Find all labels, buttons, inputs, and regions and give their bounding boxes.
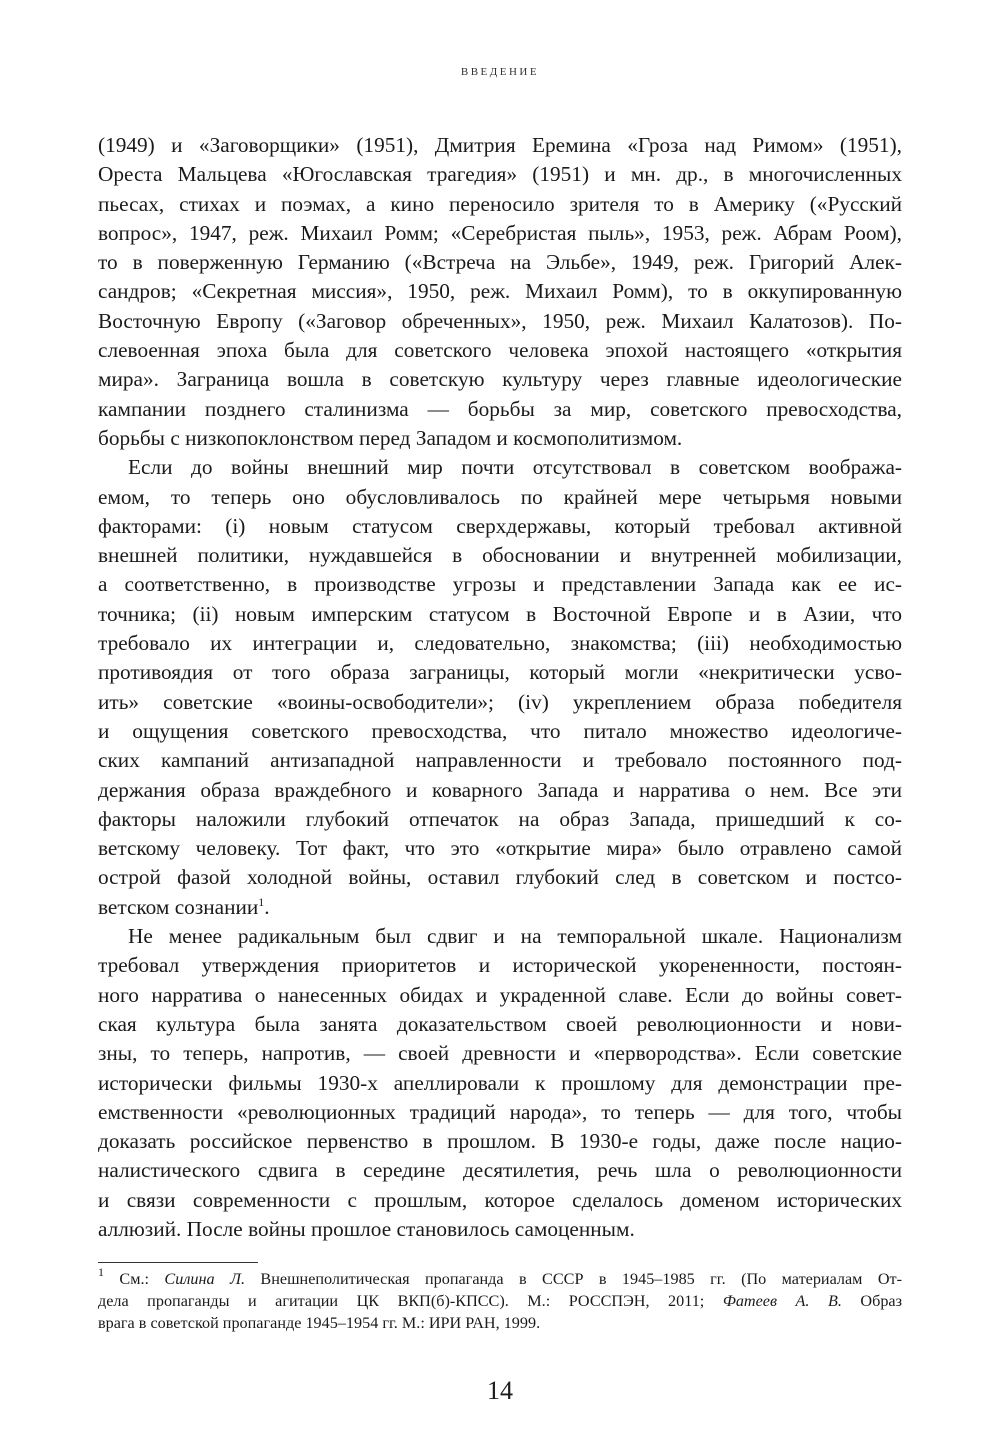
text-line: требовал утверждения приоритетов и исторической укорененности, постоян- bbox=[98, 953, 902, 978]
footnote-line bbox=[98, 1265, 902, 1290]
paragraph-3 bbox=[98, 922, 902, 1244]
text-line: пьесах, стихах и поэмах, а кино переносило зрителя то в Америку («Русский bbox=[98, 191, 902, 216]
text-line: точника; (ii) новым имперским статусом в Восточной Европе и в Азии, что bbox=[98, 601, 902, 626]
footnote-text: Образ bbox=[841, 1292, 902, 1310]
text-line: слевоенная эпоха была для советского человека эпохой настоящего «открытия bbox=[98, 338, 902, 363]
footnote-author: Фатеев А. В. bbox=[722, 1292, 842, 1310]
text-line: сандров; «Секретная миссия», 1950, реж. Михаил Ромм), то в оккупированную bbox=[98, 279, 902, 304]
text-line: кампании позднего сталинизма — борьбы за мир, советского превосходства, bbox=[98, 396, 902, 421]
page-number: 14 bbox=[487, 1376, 513, 1405]
text-line: (1949) и «Заговорщики» (1951), Дмитрия Еремина «Гроза над Римом» (1951), bbox=[98, 133, 902, 157]
footnote-text: См.: bbox=[119, 1270, 165, 1288]
text-line: Не менее радикальным был сдвиг и на темпоральной шкале. Национализм bbox=[128, 924, 902, 949]
footnote-line bbox=[98, 1290, 902, 1312]
text-line: емственности «революционных традиций народа», то теперь — для того, чтобы bbox=[98, 1099, 902, 1124]
text-line: ного нарратива о нанесенных обидах и украденной славе. Если до войны совет- bbox=[98, 982, 902, 1007]
text-line: противоядия от того образа заграницы, который могли «некритически усво- bbox=[98, 660, 902, 685]
text-line: мира». Заграница вошла в советскую культуру через главные идеологические bbox=[98, 367, 902, 392]
text-line: держания образа враждебного и коварного Запада и нарратива о нем. Все эти bbox=[98, 777, 902, 802]
footnote-line: врага в советской пропаганде 1945–1954 гг. М.: ИРИ РАН, 1999. bbox=[98, 1314, 541, 1332]
footnote-text: Внешнеполитическая пропаганда в СССР в 1945–1985 гг. (По материалам От- bbox=[245, 1270, 902, 1288]
text-line: доказать российское первенство в прошлом. В 1930-е годы, даже после нацио- bbox=[98, 1129, 902, 1154]
text-line: зны, то теперь, напротив, — своей древности и «первородства». Если советские bbox=[98, 1041, 902, 1066]
text-line: и ощущения советского превосходства, что питало множество идеологиче- bbox=[98, 718, 902, 743]
text-line: ских кампаний антизападной направленности и требовало постоянного под- bbox=[98, 748, 902, 773]
body-text bbox=[98, 131, 902, 1244]
text-line: емом, то теперь оно обусловливалось по крайней мере четырьмя новыми bbox=[98, 484, 902, 509]
text-line: налистического сдвига в середине десятилетия, речь шла о революционности bbox=[98, 1158, 902, 1183]
footnote-ref[interactable]: 1 bbox=[258, 894, 265, 909]
text-line: Ореста Мальцева «Югославская трагедия» (1951) и мн. др., в многочисленных bbox=[98, 162, 902, 187]
footnote-divider bbox=[98, 1262, 258, 1263]
text-line: ить» советские «воины-освободители»; (iv) укреплением образа победителя bbox=[98, 689, 902, 714]
text-line: аллюзий. После войны прошлое становилось самоценным. bbox=[98, 1216, 635, 1241]
footnotes bbox=[98, 1265, 902, 1334]
text-line: ветскому человеку. Тот факт, что это «открытие мира» было отравлено самой bbox=[98, 836, 902, 861]
footnote-author: Силина Л. bbox=[164, 1270, 246, 1288]
text-line: Если до войны внешний мир почти отсутствовал в советском вообража- bbox=[128, 455, 902, 480]
text-line: Восточную Европу («Заговор обреченных», 1950, реж. Михаил Калатозов). По- bbox=[98, 308, 902, 333]
text-line: вопрос», 1947, реж. Михаил Ромм; «Серебристая пыль», 1953, реж. Абрам Роом), bbox=[98, 220, 902, 245]
running-header: ВВЕДЕНИЕ bbox=[460, 66, 540, 78]
paragraph-2 bbox=[98, 453, 902, 922]
text-line: то в поверженную Германию («Встреча на Эльбе», 1949, реж. Григорий Алек- bbox=[98, 250, 902, 275]
text-line: острой фазой холодной войны, оставил глубокий след в советском и постсо- bbox=[98, 865, 902, 890]
text-line: факторами: (i) новым статусом сверхдержавы, который требовал активной bbox=[98, 513, 902, 538]
text-line: а соответственно, в производстве угрозы и представлении Запада как ее ис- bbox=[98, 572, 902, 597]
text-line: внешней политики, нуждавшейся в обосновании и внутренней мобилизации, bbox=[98, 543, 902, 568]
text-line: факторы наложили глубокий отпечаток на образ Запада, пришедший к со- bbox=[98, 806, 902, 831]
text-line: ветском сознании$^1$. bbox=[98, 894, 270, 919]
text-line: требовало их интеграции и, следовательно, знакомства; (iii) необходимостью bbox=[98, 631, 902, 656]
text-line: исторически фильмы 1930-х апеллировали к прошлому для демонстрации пре- bbox=[98, 1070, 902, 1095]
text-line: и связи современности с прошлым, которое сделалось доменом исторических bbox=[98, 1187, 902, 1212]
text-line: борьбы с низкопоклонством перед Западом и космополитизмом. bbox=[98, 425, 683, 450]
footnote-number: 1 bbox=[98, 1265, 104, 1279]
text-line-content: ветском сознании bbox=[98, 894, 259, 919]
text-line: ская культура была занята доказательством своей революционности и нови- bbox=[98, 1011, 902, 1036]
footnote-text: дела пропаганды и агитации ЦК ВКП(б)-КПСС). М.: РОССПЭН, 2011; bbox=[98, 1292, 723, 1310]
paragraph-1 bbox=[98, 131, 902, 453]
